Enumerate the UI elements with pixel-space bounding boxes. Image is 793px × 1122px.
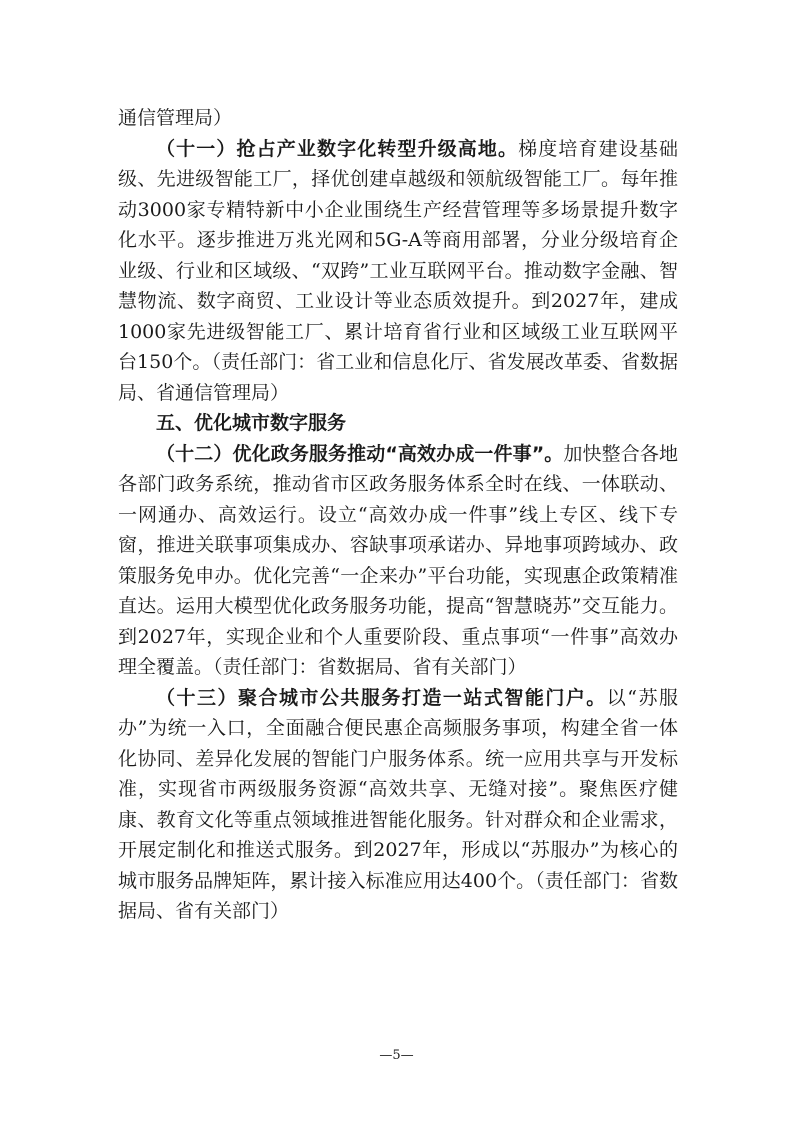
paragraph-heading: （十三）聚合城市公共服务打造一站式智能门户。 <box>156 686 607 709</box>
paragraph-continuation <box>118 103 678 134</box>
paragraph-text: 加快整合各地各部门政务系统，推动省市区政务服务体系全时在线、一体联动、一网通办、高效运行。设立“高效办成一件事”线上专区、线下专窗，推进关联事项集成办、容缺事项承诺办、异地事项跨域办、政策服务免申办。优化完善“一企来办”平台功能，实现惠企政策精准直达。运用大模型优化政务服务功能，提高“智慧晓苏”交互能力。到2027年，实现企业和个人重要阶段、重点事项“一件事”高效办理全覆盖。（责任部门：省数据局、省有关部门） <box>118 442 678 678</box>
paragraph-text: 梯度培育建设基础级、先进级智能工厂，择优创建卓越级和领航级智能工厂。每年推动3000家专精特新中小企业围绕生产经营管理等多场景提升数字化水平。逐步推进万兆光网和5G-A等商用部署，分业分级培育企业级、行业和区域级、“双跨”工业互联网平台。推动数字金融、智慧物流、数字商贸、工业设计等业态质效提升。到2027年，建成1000家先进级智能工厂、累计培育省行业和区域级工业互联网平台150个。（责任部门：省工业和信息化厅、省发展改革委、省数据局、省通信管理局） <box>118 137 678 404</box>
paragraph-item-13 <box>118 683 678 927</box>
paragraph-heading: （十二）优化政务服务推动“高效办成一件事”。 <box>156 442 564 465</box>
paragraph-text: 通信管理局） <box>118 107 233 129</box>
paragraph-item-11 <box>118 134 678 409</box>
document-body <box>118 103 678 927</box>
page-number: —5— <box>379 1048 414 1063</box>
section-heading-5: 五、优化城市数字服务 <box>156 412 347 434</box>
paragraph-item-12 <box>118 439 678 683</box>
paragraph-text: 以“苏服办”为统一入口，全面融合便民惠企高频服务事项，构建全省一体化协同、差异化发展的智能门户服务体系。统一应用共享与开发标准，实现省市两级服务资源“高效共享、无缝对接”。聚焦医疗健康、教育文化等重点领域推进智能化服务。针对群众和企业需求，开展定制化和推送式服务。到2027年，形成以“苏服办”为核心的城市服务品牌矩阵，累计接入标准应用达400个。（责任部门：省数据局、省有关部门） <box>118 686 678 922</box>
paragraph-heading: （十一）抢占产业数字化转型升级高地。 <box>156 137 519 160</box>
